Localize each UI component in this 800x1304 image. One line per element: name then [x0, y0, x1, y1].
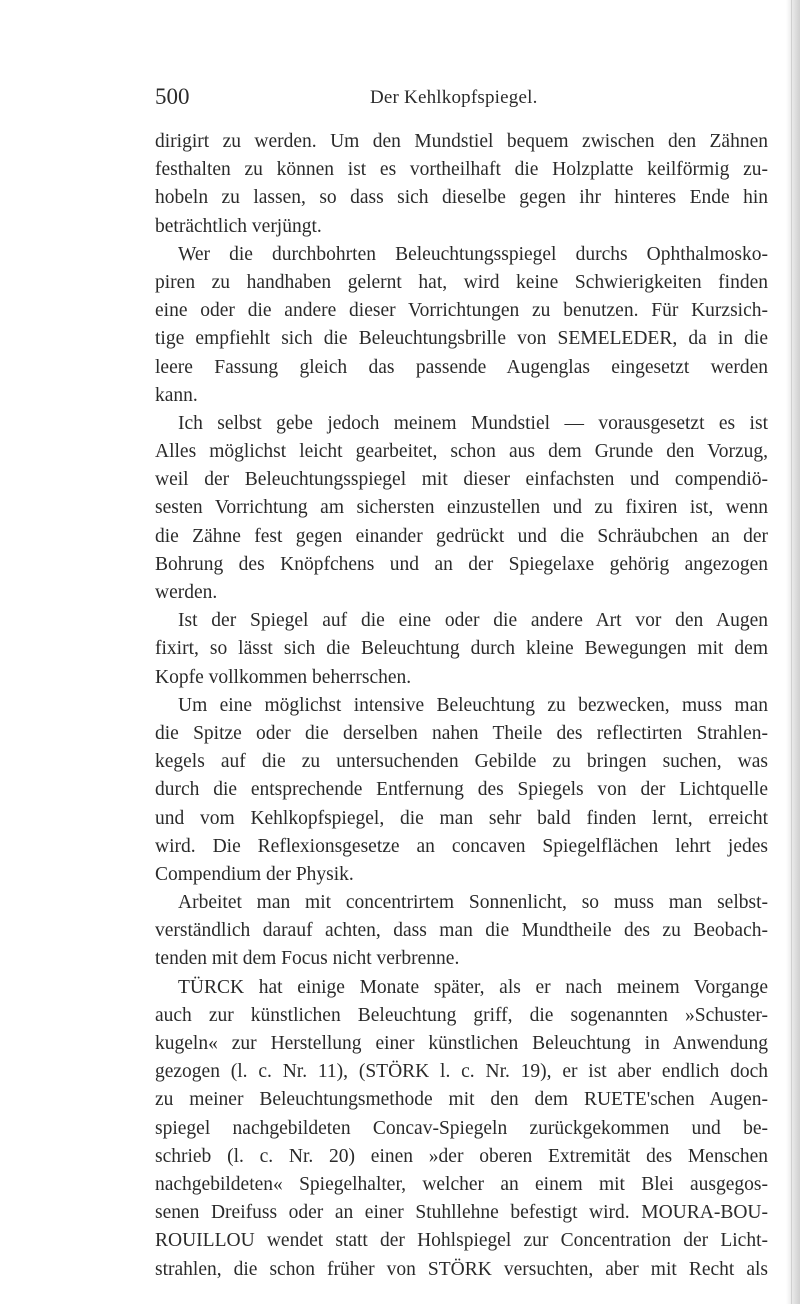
page-edge-shadow: [786, 0, 800, 1304]
text-line: und vom Kehlkopfspiegel, die man sehr bald finden lernt, erreicht: [155, 807, 768, 829]
text-line: werden.: [155, 582, 218, 603]
text-line: schrieb (l. c. Nr. 20) einen »der oberen Extremität des Menschen: [155, 1145, 768, 1167]
text-line: dirigirt zu werden. Um den Mundstiel bequem zwischen den Zähnen: [155, 131, 768, 152]
text-line: fixirt, so lässt sich die Beleuchtung durch kleine Bewegungen mit dem: [155, 638, 768, 660]
text-line: eine oder die andere dieser Vorrichtungen zu benutzen. Für Kurzsich-: [155, 300, 768, 322]
text-line: tenden mit dem Focus nicht verbrenne.: [155, 948, 460, 970]
text-line: zu meiner Beleuchtungsmethode mit den dem RUETE'schen Augen-: [155, 1089, 768, 1111]
text-line: Arbeitet man mit concentrirtem Sonnenlicht, so muss man selbst-: [178, 892, 768, 914]
text-line: spiegel nachgebildeten Concav-Spiegeln zurückgekommen und be-: [155, 1117, 768, 1139]
text-line: piren zu handhaben gelernt hat, wird keine Schwierigkeiten finden: [155, 271, 768, 293]
text-line: wird. Die Reflexionsgesetze an concaven Spiegelflächen lehrt jedes: [155, 835, 768, 857]
text-line: weil der Beleuchtungsspiegel mit dieser einfachsten und compendiö-: [155, 469, 768, 491]
text-line: Um eine möglichst intensive Beleuchtung zu bezwecken, muss man: [178, 694, 768, 716]
page-edge-line: [791, 0, 792, 1304]
running-title: Der Kehlkopfspiegel.: [370, 87, 538, 108]
text-line: Bohrung des Knöpfchens und an der Spiegelaxe gehörig angezogen: [155, 553, 768, 575]
text-line: hobeln zu lassen, so dass sich dieselbe gegen ihr hinteres Ende hin: [155, 187, 768, 209]
text-line: senen Dreifuss oder an einer Stuhllehne befestigt wird. MOURA-BOU-: [155, 1202, 768, 1224]
text-line: Compendium der Physik.: [155, 863, 354, 885]
text-line: leere Fassung gleich das passende Augenglas eingesetzt werden: [155, 356, 768, 378]
text-line: kegels auf die zu untersuchenden Gebilde zu bringen suchen, was: [155, 751, 768, 773]
text-line: beträchtlich verjüngt.: [155, 215, 322, 237]
text-line: kann.: [155, 384, 198, 406]
page-number: 500: [155, 84, 190, 109]
text-line: festhalten zu können ist es vortheilhaft die Holzplatte keilförmig zu-: [155, 159, 768, 181]
text-line: Alles möglichst leicht gearbeitet, schon aus dem Grunde den Vorzug,: [155, 441, 768, 463]
text-line: tige empfiehlt sich die Beleuchtungsbrille von SEMELEDER, da in die: [155, 328, 768, 350]
text-line: Ist der Spiegel auf die eine oder die andere Art vor den Augen: [178, 610, 768, 632]
text-line: auch zur künstlichen Beleuchtung griff, die sogenannten »Schuster-: [155, 1004, 768, 1026]
text-line: Kopfe vollkommen beherrschen.: [155, 666, 412, 688]
text-line: strahlen, die schon früher von STÖRK versuchten, aber mit Recht als: [155, 1258, 768, 1280]
text-line: Wer die durchbohrten Beleuchtungsspiegel durchs Ophthalmosko-: [178, 243, 768, 265]
text-line: TÜRCK hat einige Monate später, als er nach meinem Vorgange: [178, 976, 768, 998]
text-line: durch die entsprechende Entfernung des Spiegels von der Lichtquelle: [155, 779, 768, 801]
text-line: kugeln« zur Herstellung einer künstlichen Beleuchtung in Anwendung: [155, 1033, 768, 1054]
text-line: verständlich darauf achten, dass man die Mundtheile des zu Beobach-: [155, 920, 768, 942]
text-line: Ich selbst gebe jedoch meinem Mundstiel — vorausgesetzt es ist: [178, 412, 768, 434]
text-line: sesten Vorrichtung am sichersten einzustellen und zu fixiren ist, wenn: [155, 497, 768, 519]
body-text: [155, 128, 768, 1284]
text-line: die Spitze oder die derselben nahen Theile des reflectirten Strahlen-: [155, 722, 768, 744]
text-line: die Zähne fest gegen einander gedrückt und die Schräubchen an der: [155, 525, 768, 547]
text-line: nachgebildeten« Spiegelhalter, welcher an einem mit Blei ausgegos-: [155, 1173, 768, 1195]
text-line: gezogen (l. c. Nr. 11), (STÖRK l. c. Nr. 19), er ist aber endlich doch: [155, 1061, 768, 1083]
page-header: [155, 83, 765, 113]
text-line: ROUILLOU wendet statt der Hohlspiegel zur Concentration der Licht-: [155, 1230, 768, 1252]
